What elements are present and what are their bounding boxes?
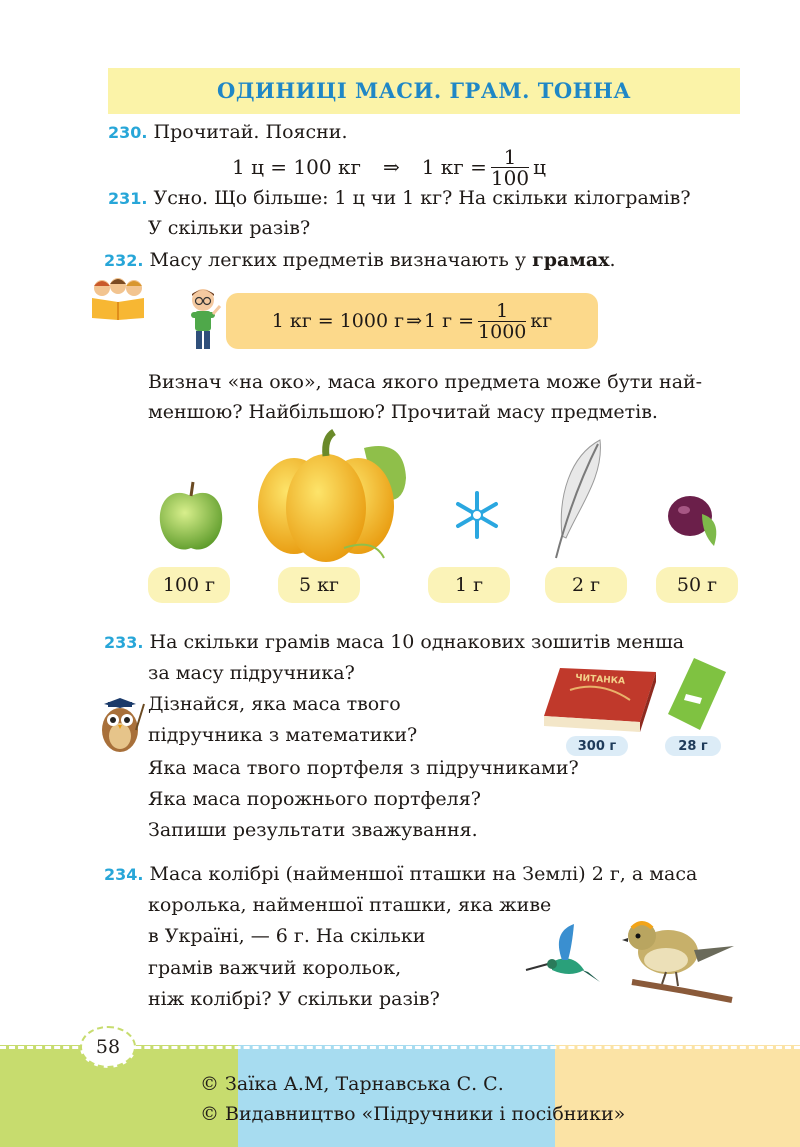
hummingbird-icon (522, 922, 602, 992)
exercise-232-line2: меншою? Найбільшою? Прочитай масу предметів. (148, 401, 658, 423)
notebook-weight-label: 28 г (665, 736, 721, 756)
footer-band-yellow (555, 1045, 800, 1147)
snowflake-icon (452, 490, 502, 540)
exercise-233-line4: підручника з математики? (148, 724, 418, 746)
formula-unit: ц (533, 155, 546, 179)
plum-icon (664, 484, 728, 548)
exercise-231 (108, 184, 691, 213)
book-icon (540, 660, 660, 736)
apple-icon (156, 480, 226, 554)
formula-mid: 1 кг = (421, 155, 487, 179)
goldcrest-icon (622, 910, 742, 1006)
exercise-233-line6: Яка маса порожнього портфеля? (148, 788, 481, 810)
page-number: 58 (80, 1026, 136, 1068)
feather-icon (550, 436, 610, 562)
weight-label-plum: 50 г (656, 567, 738, 603)
bold-term: грамах (532, 249, 610, 271)
copyright-publisher: © Видавництво «Підручники і посібники» (200, 1103, 626, 1125)
rule-unit: кг (530, 310, 553, 332)
exercise-number: 232. (104, 251, 144, 270)
exercise-text: Прочитай. Поясни. (153, 121, 348, 143)
exercise-231-line2: У скільки разів? (148, 217, 311, 239)
fraction (490, 144, 530, 190)
exercise-233-line7: Запиши результати зважування. (148, 819, 478, 841)
weight-label-apple: 100 г (148, 567, 230, 603)
exercise-234-line2: королька, найменшої пташки, яка живе (148, 894, 552, 916)
exercise-number: 230. (108, 123, 148, 142)
rule-mid: 1 г = (423, 310, 475, 332)
exercise-text: Усно. Що більше: 1 ц чи 1 кг? На скільки кілограмів? (153, 187, 691, 209)
exercise-text: Маса колібрі (найменшої пташки на Землі) 2 г, а маса (149, 863, 698, 885)
book-weight-label: 300 г (566, 736, 628, 756)
exercise-233-line2: за масу підручника? (148, 662, 355, 684)
rule-left: 1 кг = 1000 г (271, 310, 405, 332)
book-title: ЧИТАНКА (574, 673, 626, 687)
exercise-230 (108, 118, 348, 147)
kids-reading-icon (88, 276, 148, 320)
exercise-234 (104, 860, 697, 889)
implies-arrow: ⇒ (382, 155, 400, 179)
weight-label-feather: 2 г (545, 567, 627, 603)
exercise-233-line5: Яка маса твого портфеля з підручниками? (148, 757, 579, 779)
page-title: ОДИНИЦІ МАСИ. ГРАМ. ТОННА (217, 78, 631, 103)
copyright-authors: © Заїка А.М, Тарнавська С. С. (200, 1073, 504, 1095)
implies-arrow: ⇒ (406, 310, 422, 332)
notebook-icon (664, 654, 728, 732)
exercise-232-line1: Визнач «на око», маса якого предмета може бути най- (148, 371, 703, 393)
exercise-number: 234. (104, 865, 144, 884)
exercise-234-line3: в Україні, — 6 г. На скільки (148, 925, 426, 947)
owl-icon (96, 694, 146, 756)
pumpkin-icon (254, 428, 410, 568)
exercise-233-line3: Дізнайся, яка маса твого (148, 693, 401, 715)
fraction-numerator: 1 (491, 147, 529, 168)
boy-icon (185, 286, 225, 352)
fraction-denominator: 100 (490, 165, 530, 190)
exercise-number: 231. (108, 189, 148, 208)
exercise-text: На скільки грамів маса 10 однакових зошитів менша (149, 631, 685, 653)
exercise-233 (104, 628, 684, 657)
weight-label-pumpkin: 5 кг (278, 567, 360, 603)
exercise-number: 233. (104, 633, 144, 652)
rule-formula (226, 293, 598, 349)
exercise-text: Масу легких предметів визначають у (149, 249, 533, 271)
fraction (478, 301, 526, 342)
exercise-232 (104, 246, 616, 275)
weight-label-snowflake: 1 г (428, 567, 510, 603)
fraction-numerator: 1 (478, 301, 526, 322)
exercise-234-line4: грамів важчий корольок, (148, 957, 402, 979)
formula-left: 1 ц = 100 кг (232, 155, 361, 179)
fraction-denominator: 1000 (478, 320, 527, 343)
punctuation: . (609, 249, 616, 271)
exercise-234-line5: ніж колібрі? У скільки разів? (148, 988, 440, 1010)
